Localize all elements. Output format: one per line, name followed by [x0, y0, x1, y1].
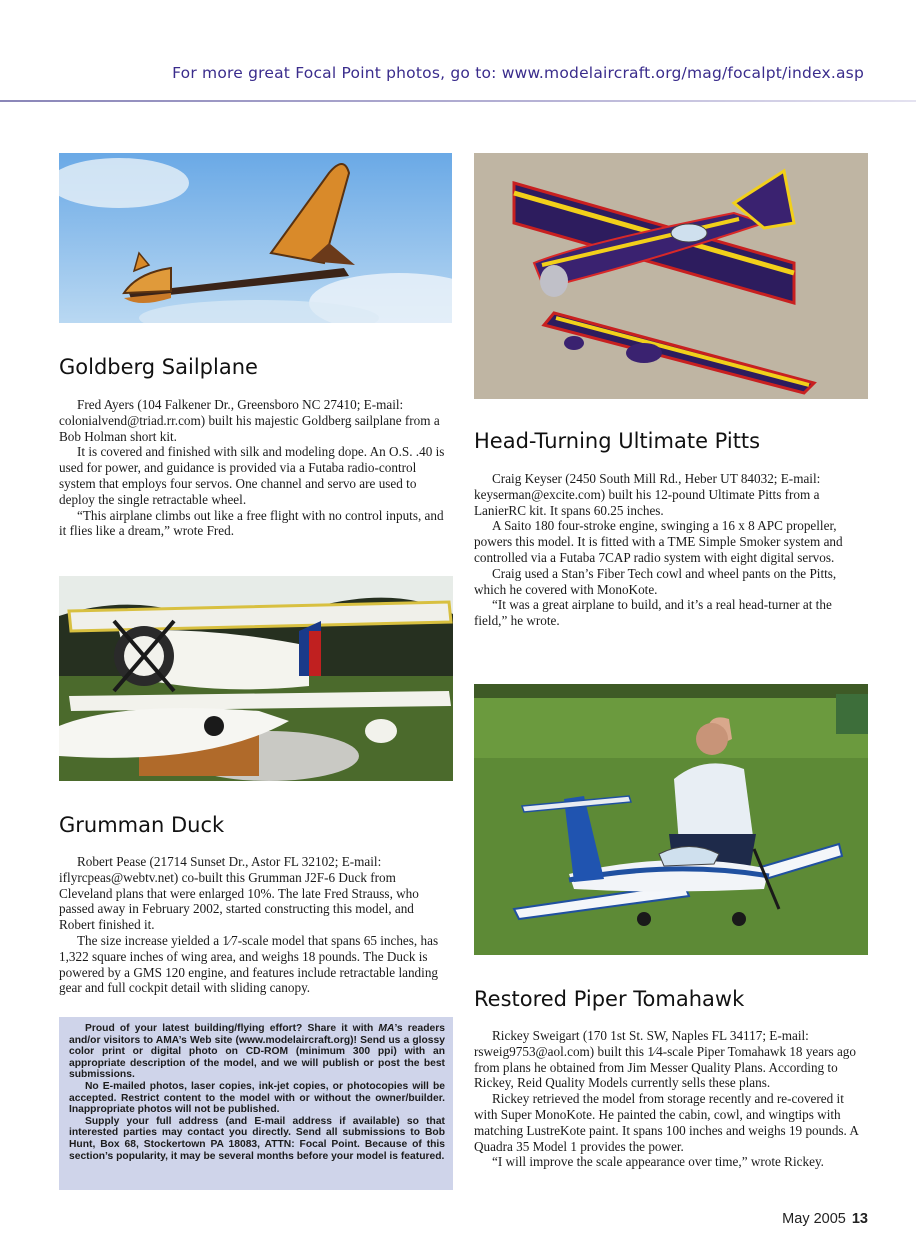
- magazine-name: MA: [378, 1023, 395, 1034]
- pitts-paragraph: Craig used a Stan’s Fiber Tech cowl and wheel pants on the Pitts, which he covered with MonoKote.: [474, 565, 837, 597]
- duck-body: [59, 854, 451, 996]
- pitts-title: Head-Turning Ultimate Pitts: [474, 429, 761, 453]
- header-link[interactable]: For more great Focal Point photos, go to: www.modelaircraft.org/mag/focalpt/index.asp: [172, 64, 864, 82]
- header-rule: [0, 100, 916, 102]
- sidebar-paragraph: [69, 1023, 445, 1081]
- goldberg-body: [59, 397, 452, 539]
- tomahawk-text: -scale Piper Tomahawk 18 years ago from plans he obtained from Jim Messer Quality Plans. According to Rickey, Reid Quality Models currently sells these plans.: [474, 1043, 856, 1091]
- page-footer: [782, 1211, 868, 1227]
- goldberg-title: Goldberg Sailplane: [59, 355, 258, 379]
- duck-paragraph: [59, 933, 451, 996]
- scale-fraction: 1⁄4: [647, 1043, 663, 1059]
- goldberg-sailplane-photo: [59, 153, 452, 323]
- grumman-duck-photo: [59, 576, 453, 781]
- duck-title: Grumman Duck: [59, 813, 225, 837]
- duck-paragraph: Robert Pease (21714 Sunset Dr., Astor FL 32102; E-mail: iflyrcpeas@webtv.net) co-built this Grumman J2F-6 Duck from Cleveland plans that were enlarged 10%. The late Fred Strauss, who passed away in February 2002, started constructing this model, and Robert finished it.: [59, 854, 419, 933]
- pitts-body: [474, 471, 868, 629]
- goldberg-paragraph: Fred Ayers (104 Falkener Dr., Greensboro NC 27410; E-mail: colonialvend@triad.rr.com) built his majestic Goldberg sailplane from a Bob Holman short kit.: [59, 397, 440, 444]
- sidebar-text: Proud of your latest building/flying effort? Share it with: [85, 1023, 379, 1034]
- pitts-paragraph: “It was a great airplane to build, and it’s a real head-turner at the field,” he wrote.: [474, 597, 832, 629]
- goldberg-paragraph: It is covered and finished with silk and modeling dope. An O.S. .40 is used for power, and guidance is provided via a Futaba radio-control system that employs four servos. One channel and servo are used to deploy the single retractable wheel.: [59, 444, 445, 507]
- tomahawk-paragraph: [474, 1028, 868, 1091]
- pitts-paragraph: A Saito 180 four-stroke engine, swinging a 16 x 8 APC propeller, powers this model. It is fitted with a TME Simple Smoker system and controlled via a Futaba 7CAP radio system with eight digital servos.: [474, 518, 843, 565]
- sidebar-text: ’s readers and/or visitors to AMA’s Web site (www.modelaircraft.org)! Send us a glossy color print or digital photo on CD-ROM (minimum 300 ppi) with an appropriate description of the model, and we will publish or post the best submissions.: [69, 1023, 445, 1081]
- ultimate-pitts-photo: [474, 153, 868, 399]
- tomahawk-paragraph: “I will improve the scale appearance over time,” wrote Rickey.: [492, 1154, 824, 1170]
- scale-fraction: 1⁄7: [222, 932, 238, 948]
- issue-date: May 2005: [782, 1211, 846, 1227]
- goldberg-paragraph: “This airplane climbs out like a free flight with no control inputs, and it flies like a dream,” wrote Fred.: [59, 507, 444, 539]
- page-number: 13: [851, 1211, 868, 1227]
- tomahawk-paragraph: Rickey retrieved the model from storage recently and re-covered it with Super MonoKote. He painted the cabin, cowl, and wingtips with matching LustreKote paint. It spans 100 inches and weighs 19 pounds. A Quadra 35 Model 1 provides the power.: [474, 1091, 859, 1154]
- sidebar-paragraph: No E-mailed photos, laser copies, ink-jet copies, or photocopies will be accepted. Restrict content to the model with or without the owner/builder. Inappropriate photos will not be published.: [69, 1080, 445, 1116]
- piper-tomahawk-photo: [474, 684, 868, 955]
- tomahawk-title: Restored Piper Tomahawk: [474, 987, 745, 1011]
- duck-text: The size increase yielded a: [77, 932, 223, 948]
- tomahawk-text: Rickey Sweigart (170 1st St. SW, Naples FL 34117; E-mail: rsweig9753@aol.com) built this: [474, 1028, 809, 1059]
- sidebar-paragraph: Supply your full address (and E-mail address if available) so that interested parties may contact you directly. Send all submissions to Bob Hunt, Box 68, Stockertown PA 18083, ATTN: Focal Point. Because of this section’s popularity, it may be several months before your model is featured.: [69, 1115, 445, 1162]
- duck-text: -scale model that spans 65 inches, has 1,322 square inches of wing area, and weighs 18 pounds. The Duck is powered by a GMS 120 engine, and features include retractable landing gear and full cockpit detail with sliding canopy.: [59, 932, 439, 996]
- tomahawk-body: [474, 1028, 868, 1170]
- submission-sidebar: [59, 1017, 453, 1190]
- pitts-paragraph: Craig Keyser (2450 South Mill Rd., Heber UT 84032; E-mail: keyserman@excite.com) built his 12-pound Ultimate Pitts from a LanierRC kit. It spans 60.25 inches.: [474, 471, 821, 518]
